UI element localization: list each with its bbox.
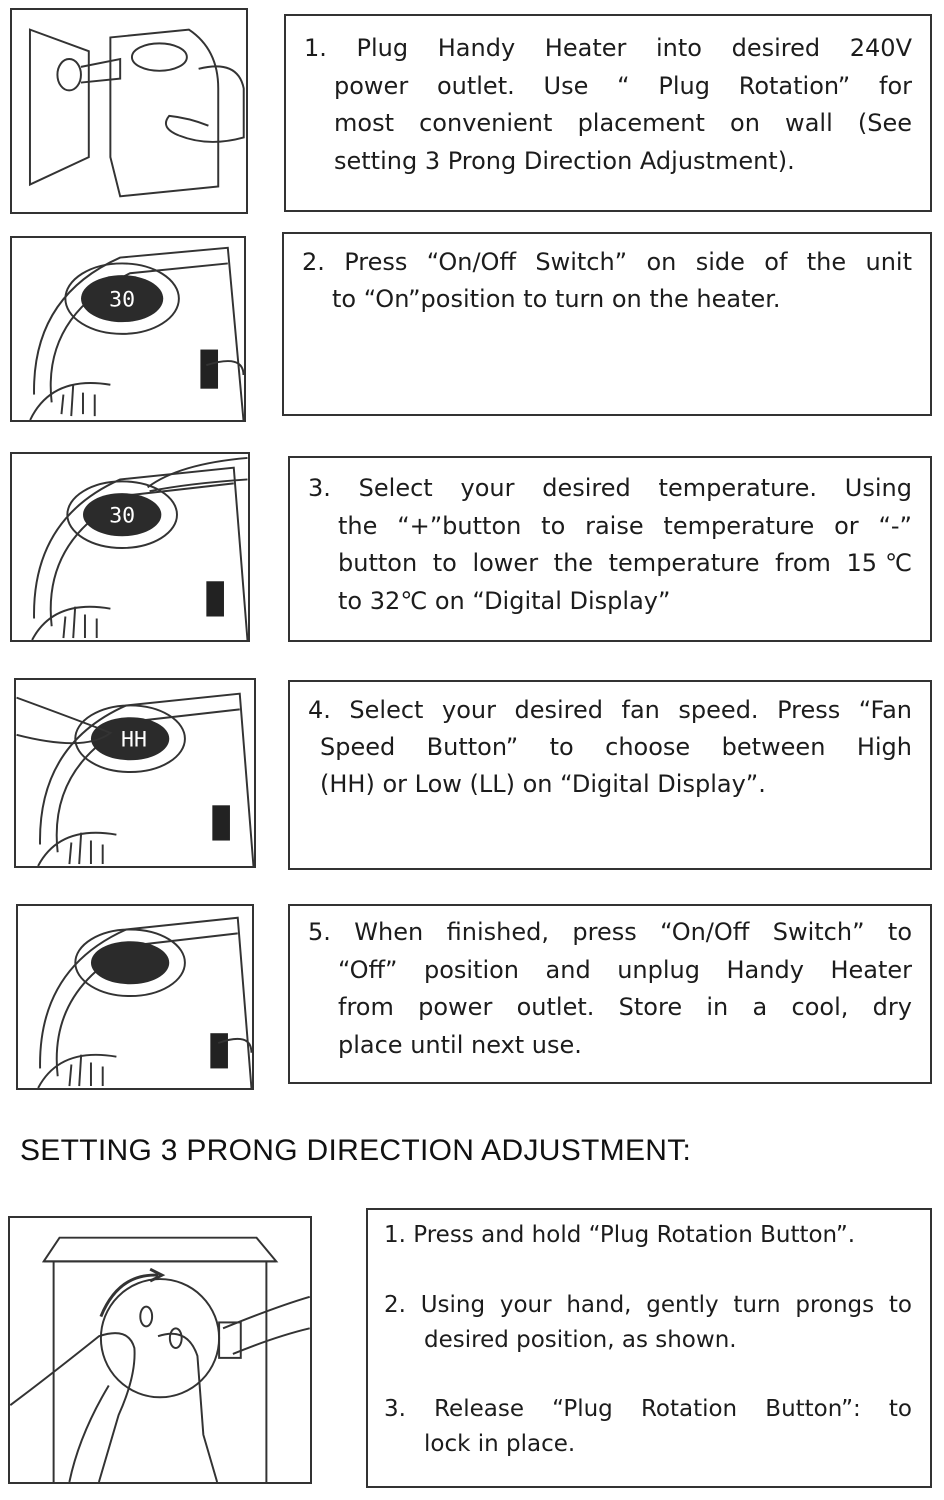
step-4-box [288, 680, 932, 870]
prong-adjustment-box [366, 1208, 932, 1488]
plug-in-icon [12, 10, 246, 212]
step-3-box [288, 456, 932, 642]
step-line: 3. Select your desired temperature. Using [308, 474, 912, 502]
step-5-box [288, 904, 932, 1084]
step-line: 2. Press “On/Off Switch” on side of the unit [302, 248, 912, 276]
wall-outlet-plug-illustration [10, 8, 248, 214]
step-line: 1. Plug Handy Heater into desired 240V [304, 34, 912, 62]
step-line: place until next use. [338, 1030, 582, 1059]
step-line: to 32℃ on “Digital Display” [338, 586, 671, 615]
prong-step-1 [384, 1218, 912, 1253]
step-2-box [282, 232, 932, 416]
prong-step-3 [384, 1392, 912, 1462]
step-line: 4. Select your desired fan speed. Press “Fan [308, 696, 912, 724]
heater-fan-speed-icon [16, 680, 254, 866]
step-line: setting 3 Prong Direction Adjustment). [334, 146, 795, 175]
heater-temperature-icon [12, 454, 248, 640]
heater-off-illustration [16, 904, 254, 1090]
step-line: 2. Using your hand, gently turn prongs to [384, 1292, 912, 1318]
step-line: to “On”position to turn on the heater. [332, 285, 781, 313]
section-heading: SETTING 3 PRONG DIRECTION ADJUSTMENT: [20, 1134, 692, 1167]
step-line: 3. Release “Plug Rotation Button”: to [384, 1396, 912, 1422]
step-line: Speed Button” to choose between High [320, 733, 912, 761]
step-line: button to lower the temperature from 15℃ [338, 549, 912, 577]
step-2-text [302, 244, 912, 318]
step-line: (HH) or Low (LL) on “Digital Display”. [320, 770, 766, 798]
plug-rotation-illustration [8, 1216, 312, 1484]
step-1-box [284, 14, 932, 212]
step-line: desired position, as shown. [424, 1327, 737, 1353]
prong-step-2 [384, 1288, 912, 1358]
step-line: lock in place. [424, 1431, 576, 1457]
step-line: 5. When finished, press “On/Off Switch” to [308, 918, 912, 946]
display-reading: 30 [109, 503, 136, 529]
step-3-text [308, 470, 912, 620]
heater-off-icon [18, 906, 252, 1088]
step-line: most convenient placement on wall (See [334, 109, 912, 137]
step-line: “Off” position and unplug Handy Heater [338, 955, 912, 984]
step-4-text [308, 692, 912, 803]
step-1-text [304, 30, 912, 180]
step-line: power outlet. Use “ Plug Rotation” for [334, 71, 912, 100]
heater-fan-speed-illustration [14, 678, 256, 868]
step-line: 1. Press and hold “Plug Rotation Button”. [384, 1222, 856, 1248]
plug-rotation-icon [10, 1218, 310, 1482]
heater-temperature-illustration [10, 452, 250, 642]
heater-power-switch-illustration [10, 236, 246, 422]
display-reading: HH [121, 727, 147, 753]
step-5-text [308, 914, 912, 1064]
step-line: from power outlet. Store in a cool, dry [338, 993, 912, 1021]
heater-switch-icon [12, 238, 244, 420]
display-reading: 30 [109, 287, 136, 313]
step-line: the “+”button to raise temperature or “-” [338, 511, 912, 540]
